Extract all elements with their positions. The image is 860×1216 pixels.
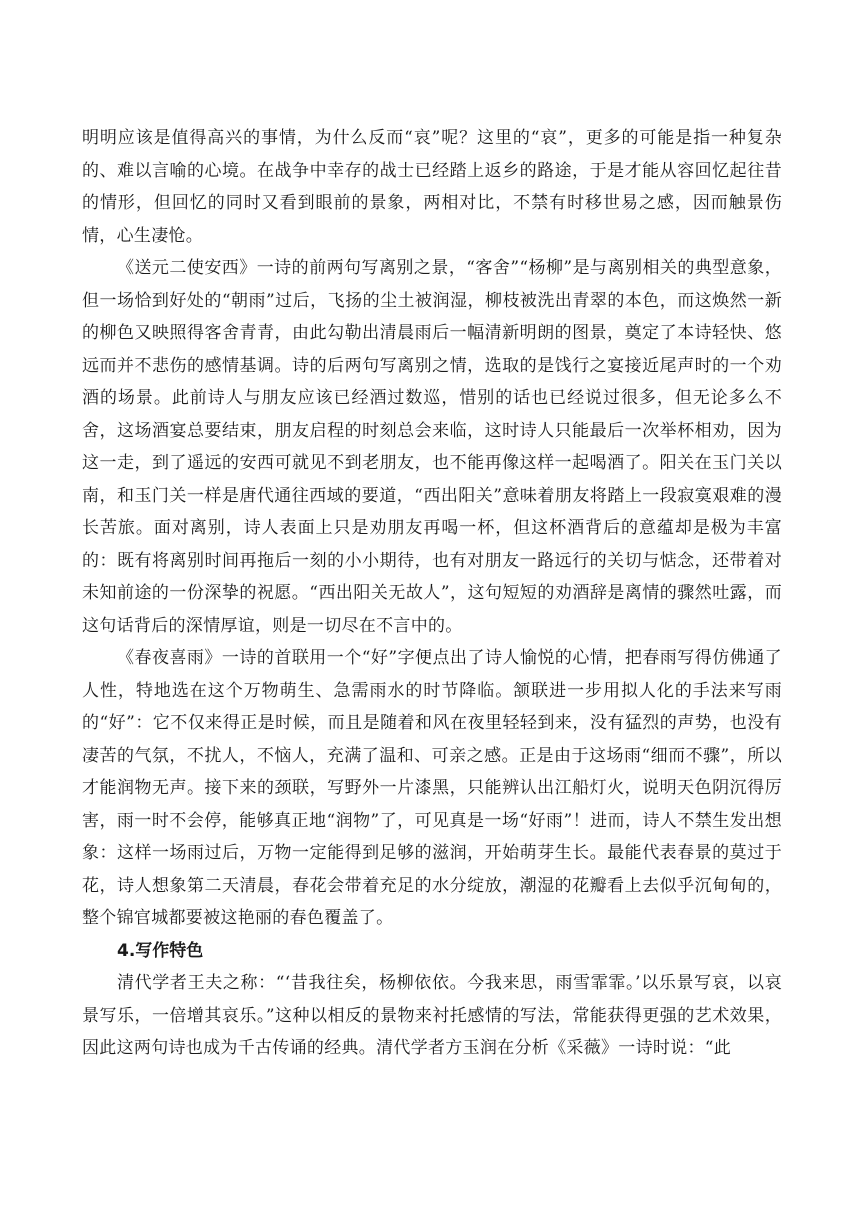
paragraph-writing-features: 清代学者王夫之称：“‘昔我往矣，杨柳依依。今我来思，雨雪霏霏。’以乐景写哀，以哀景写乐，一倍增其哀乐。”这种以相反的景物来衬托感情的写法，常能获得更强的艺术效果，因此这两句诗也成为千古传诵的经典。清代学者方玉润在分析《采薇》一诗时说：“此 <box>82 973 782 1058</box>
paragraph-continuation: 明明应该是值得高兴的事情，为什么反而“哀”呢？这里的“哀”，更多的可能是指一种复杂的、难以言喻的心境。在战争中幸存的战士已经踏上返乡的路途，于是才能从容回忆起往昔的情形，但回忆的同时又看到眼前的景象，两相对比，不禁有时移世易之感，因而触景伤情，心生凄怆。 <box>82 128 782 246</box>
section-heading-writing-features: 4.写作特色 <box>117 940 204 961</box>
paragraph-spring-rain-poem: 《春夜喜雨》一诗的首联用一个“好”字便点出了诗人愉悦的心情，把春雨写得仿佛通了人性，特地选在这个万物萌生、急需雨水的时节降临。颔联进一步用拟人化的手法来写雨的“好”：它不仅来得正是时候，而且是随着和风在夜里轻轻到来，没有猛烈的声势，也没有凄苦的气氛，不扰人，不恼人，充满了温和、可亲之感。正是由于这场雨“细而不骤”，所以才能润物无声。接下来的颈联，写野外一片漆黑，只能辨认出江船灯火，说明天色阴沉得厉害，雨一时不会停，能够真正地“润物”了，可见真是一场“好雨”！进而，诗人不禁生发出想象：这样一场雨过后，万物一定能得到足够的滋润，开始萌芽生长。最能代表春景的莫过于花，诗人想象第二天清晨，春花会带着充足的水分绽放，潮湿的花瓣看上去似乎沉甸甸的，整个锦官城都要被这艳丽的春色覆盖了。 <box>82 648 782 928</box>
paragraph-farewell-poem: 《送元二使安西》一诗的前两句写离别之景，“客舍”“杨柳”是与离别相关的典型意象，但一场恰到好处的“朝雨”过后，飞扬的尘土被润湿，柳枝被洗出青翠的本色，而这焕然一新的柳色又映照得客舍青青，由此勾勒出清晨雨后一幅清新明朗的图景，奠定了本诗轻快、悠远而并不悲伤的感情基调。诗的后两句写离别之情，选取的是饯行之宴接近尾声时的一个劝酒的场景。此前诗人与朋友应该已经酒过数巡，惜别的话也已经说过很多，但无论多么不舍，这场酒宴总要结束，朋友启程的时刻总会来临，这时诗人只能最后一次举杯相劝，因为这一走，到了遥远的安西可就见不到老朋友，也不能再像这样一起喝酒了。阳关在玉门关以南，和玉门关一样是唐代通往西域的要道，“西出阳关”意味着朋友将踏上一段寂寞艰难的漫长苦旅。面对离别，诗人表面上只是劝朋友再喝一杯，但这杯酒背后的意蕴却是极为丰富的：既有将离别时间再拖后一刻的小小期待，也有对朋友一路远行的关切与惦念，还带着对未知前途的一份深挚的祝愿。“西出阳关无故人”，这句短短的劝酒辞是离情的骤然吐露，而这句话背后的深情厚谊，则是一切尽在不言中的。 <box>82 258 782 636</box>
document-body <box>82 122 782 1065</box>
